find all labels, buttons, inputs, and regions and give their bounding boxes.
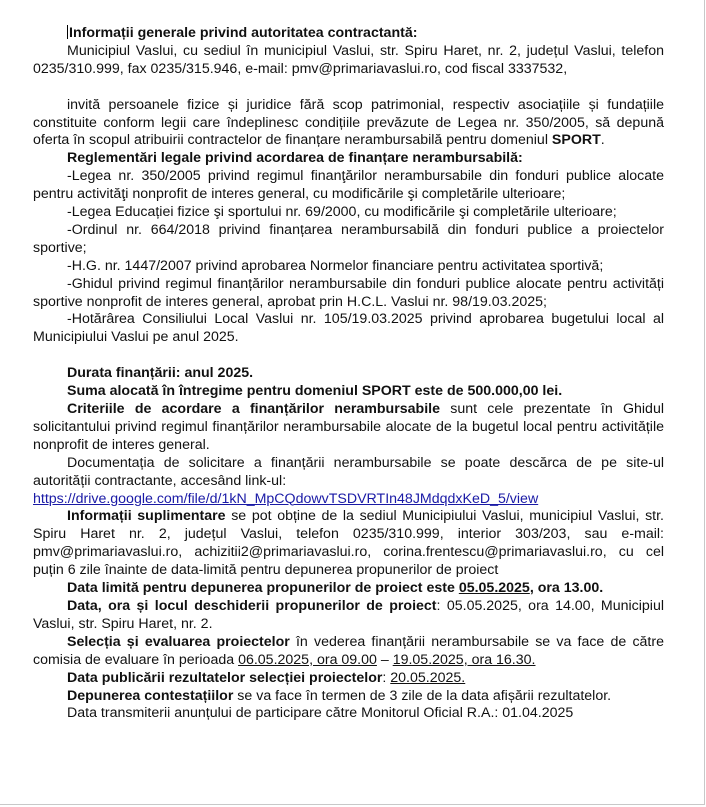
publication-paragraph: Data publicării rezultatelor selecției proiectelor: 20.05.2025. bbox=[67, 669, 466, 686]
appeals-paragraph: Depunerea contestațiilor se va face în termen de 3 zile de la data afișării rezultatelor. bbox=[67, 687, 612, 704]
funding-duration: Durata finanțării: anul 2025. bbox=[67, 365, 254, 382]
regulation-item: -Hotărârea Consiliului Local Vaslui nr. 105/19.03.2025 privind aprobarea bugetului local al Municipiului Vaslui pe anul 2025. bbox=[33, 311, 664, 346]
documentation-line bbox=[33, 491, 664, 509]
regulation-item: -Legea nr. 350/2005 privind regimul finanţărilor nerambursabile din fonduri publice alocate pentru activităţi nonprofit de interes general, cu modificările şi completările ulterioare; bbox=[33, 168, 664, 203]
documentation-link[interactable]: https://drive.google.com/file/d/1kN_MpCQdowvTSDVRTIn48JMdqdxKeD_5/view bbox=[33, 490, 539, 507]
selection-paragraph: Selecția și evaluarea proiectelor în vederea finanțării nerambursabile se va face de către comisia de evaluare în perioada 06.05.2025, ora 09.00 – 19.05.2025, ora 16.30. bbox=[33, 633, 664, 668]
regulation-item: -Ghidul privind regimul finanțărilor nerambursabile din fonduri publice alocate pentru activități sportive nonprofit de interes general, aprobat prin H.C.L. Vaslui nr. 98/19.03.2025; bbox=[33, 275, 664, 310]
funding-amount: Suma alocată în întregime pentru domeniul SPORT este de 500.000,00 lei. bbox=[67, 383, 563, 400]
text-cursor bbox=[67, 25, 68, 39]
regulations-heading: Reglementări legale privind acordarea de finanțare nerambursabilă: bbox=[67, 150, 523, 167]
blank-line bbox=[33, 79, 664, 97]
document-body bbox=[33, 25, 664, 723]
regulation-item: -Legea Educației fizice şi sportului nr. 69/2000, cu modificările şi completările ulterioare; bbox=[67, 204, 617, 221]
blank-line bbox=[33, 347, 664, 365]
regulation-item: -Ordinul nr. 664/2018 privind finanțarea nerambursabilă din fonduri publice a proiectelor sportive; bbox=[33, 221, 664, 256]
documentation-paragraph: Documentația de solicitare a finanțării nerambursabile se poate descărca de pe site-ul autorității contractante, accesând link-ul: bbox=[33, 454, 664, 489]
additional-info-paragraph: Informații suplimentare se pot obține de la sediul Municipiului Vaslui, municipiul Vaslui, str. Spiru Haret nr. 2, județul Vaslui, telefon 0235/310.999, interior 303/203, sau e-mail: pmv@primariavaslui.ro, achizitii2@primariavaslui.ro, corina.frentescu@primariavaslui.ro, cu cel puțin 6 zile înainte de data-limită pentru depunerea propunerilor de proiect bbox=[33, 508, 664, 579]
transmission-paragraph: Data transmiterii anunțului de participare către Monitorul Oficial R.A.: 01.04.2025 bbox=[67, 705, 574, 722]
invitation-paragraph: invită persoanele fizice și juridice fără scop patrimonial, respectiv asociațiile și fundațiile constituite conform legii care îndeplinesc condițiile prevăzute de Legea nr. 350/2005, să depună oferta în scopul atribuirii contractelor de finanțare nerambursabilă pentru domeniul SPORT. bbox=[33, 96, 664, 149]
criteria-paragraph: Criteriile de acordare a finanțărilor nerambursabile sunt cele prezentate în Ghidul solicitantului privind regimul finanțărilor nerambursabile alocate de la bugetul local pentru activitățile nonprofit de interes general. bbox=[33, 401, 664, 453]
opening-paragraph: Data, ora și locul deschiderii propunerilor de proiect: 05.05.2025, ora 14.00, Municipiul Vaslui, str. Spiru Haret, nr. 2. bbox=[33, 597, 664, 632]
regulation-item: -H.G. nr. 1447/2007 privind aprobarea Normelor financiare pentru activitatea sportivă; bbox=[67, 257, 604, 274]
submission-deadline: Data limită pentru depunerea propunerilor de proiect este 05.05.2025, ora 13.00. bbox=[67, 580, 604, 597]
authority-paragraph: Municipiul Vaslui, cu sediul în municipiul Vaslui, str. Spiru Haret, nr. 2, județul Vaslui, telefon 0235/310.999, fax 0235/315.946, e-mail: pmv@primariavaslui.ro, cod fiscal 3337532, bbox=[33, 42, 664, 77]
general-info-heading: Informații generale privind autoritatea contractantă: bbox=[69, 25, 418, 41]
